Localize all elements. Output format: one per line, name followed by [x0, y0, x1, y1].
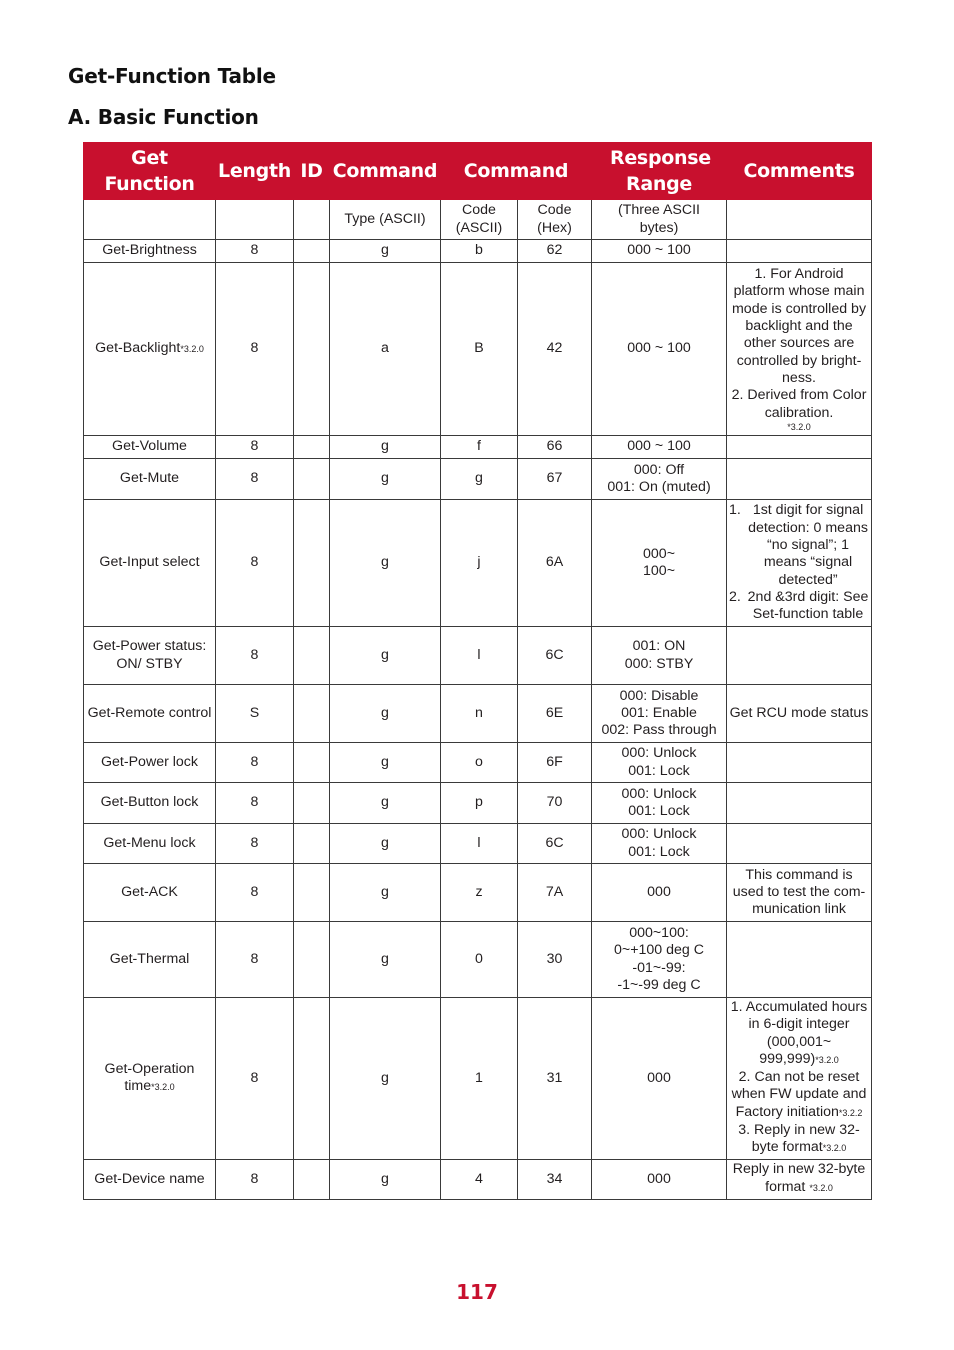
- command-type-cell-text: a: [381, 340, 389, 357]
- table-row: [84, 240, 872, 263]
- command-hex-cell-text: 34: [546, 1170, 563, 1187]
- function-name: Get-Menu lock: [103, 834, 196, 851]
- response-range-cell-text: 000: Off 001: On (muted): [607, 461, 711, 495]
- get-function-table: [83, 142, 872, 1200]
- command-code-cell: [441, 743, 518, 783]
- table-row: [84, 864, 872, 922]
- command-type-cell-text: g: [381, 794, 389, 811]
- response-range-cell-text: 000: Unlock 001: Lock: [621, 826, 697, 860]
- command-type-cell-text: g: [381, 470, 389, 487]
- command-code-cell: [441, 922, 518, 998]
- command-type-cell-text: g: [381, 242, 389, 259]
- response-range-cell: [592, 998, 727, 1160]
- id-cell: [294, 998, 330, 1160]
- function-name-cell: [84, 1159, 216, 1199]
- page-title: Get-Function Table: [68, 64, 276, 88]
- length-cell: [216, 685, 294, 743]
- table-row: [84, 500, 872, 627]
- id-cell: [294, 922, 330, 998]
- length-cell: [216, 263, 294, 436]
- command-hex-cell-text: 42: [546, 340, 563, 357]
- command-type-cell-text: g: [381, 834, 389, 851]
- comment-text: 1. Accumulated hours in 6-digit integer (000,001~ 999,999): [730, 999, 868, 1067]
- length-cell-text: 8: [250, 794, 259, 811]
- command-hex-cell: [518, 922, 592, 998]
- command-code-cell-text: n: [475, 704, 483, 721]
- table-row: [84, 743, 872, 783]
- command-type-cell-text: g: [381, 438, 389, 455]
- id-cell: [294, 864, 330, 922]
- length-cell-text: 8: [250, 242, 259, 259]
- id-cell: [294, 263, 330, 436]
- header-comments: Comments: [727, 143, 872, 200]
- id-cell: [294, 1159, 330, 1199]
- table-row: [84, 783, 872, 824]
- function-name: Get-Mute: [119, 470, 180, 487]
- command-code-cell-text: l: [477, 646, 481, 663]
- function-name-cell: [84, 998, 216, 1160]
- command-type-cell: [330, 500, 441, 627]
- command-type-cell: [330, 998, 441, 1160]
- command-type-cell: [330, 783, 441, 824]
- command-code-cell-text: B: [474, 340, 484, 357]
- comment-list-item: [729, 589, 869, 624]
- comment-text: 2nd &3rd digit: See Set-function table: [747, 588, 869, 623]
- subheader-row: [84, 200, 872, 240]
- response-range-cell-text: 000~100: 0~+100 deg C -01~-99: -1~-99 deg C: [614, 924, 704, 993]
- comment-cell: [727, 627, 872, 685]
- comment-cell: [727, 922, 872, 998]
- command-code-cell-text: z: [475, 883, 483, 900]
- id-cell: [294, 783, 330, 824]
- id-cell: [294, 500, 330, 627]
- header-get-function: Get Function: [84, 143, 216, 200]
- command-code-cell: [441, 263, 518, 436]
- length-cell: [216, 436, 294, 459]
- function-name: Get-Remote control: [87, 704, 212, 721]
- function-name-cell: [84, 922, 216, 998]
- command-code-cell-text: b: [475, 242, 483, 259]
- command-type-cell-text: g: [381, 704, 389, 721]
- command-type-cell: [330, 743, 441, 783]
- function-name-cell: [84, 459, 216, 500]
- function-name: Get-Button lock: [100, 794, 199, 811]
- table-row: [84, 685, 872, 743]
- command-hex-cell-text: 30: [546, 950, 563, 967]
- header-response-range: Response Range: [592, 143, 727, 200]
- command-hex-cell-text: 6E: [545, 704, 564, 721]
- subheader-cell: [727, 200, 872, 240]
- id-cell: [294, 240, 330, 263]
- response-range-cell-text: 000: Disable 001: Enable 002: Pass through: [601, 687, 717, 739]
- subheader-type: Type (ASCII): [330, 200, 441, 240]
- function-name: Get-Brightness: [102, 242, 197, 259]
- list-number: 2.: [729, 588, 741, 605]
- length-cell: [216, 459, 294, 500]
- comment-text: Get RCU mode status: [729, 704, 869, 721]
- command-hex-cell: [518, 743, 592, 783]
- length-cell: [216, 864, 294, 922]
- command-code-cell-text: p: [475, 794, 483, 811]
- command-hex-cell-text: 6A: [545, 554, 564, 571]
- response-range-cell-text: 000: [647, 1170, 671, 1187]
- command-code-cell-text: g: [475, 470, 483, 487]
- header-row: [84, 143, 872, 200]
- id-cell: [294, 824, 330, 864]
- comment-cell: [727, 783, 872, 824]
- function-name: Get-Thermal: [109, 950, 190, 967]
- length-cell: [216, 627, 294, 685]
- subheader-cell: [216, 200, 294, 240]
- comment-cell: [727, 743, 872, 783]
- comment-text: This command is used to test the com-munication link: [732, 866, 866, 918]
- comment-cell: [727, 263, 872, 436]
- length-cell: [216, 500, 294, 627]
- comment-cell: [727, 436, 872, 459]
- version-note: *3.2.0: [822, 1143, 847, 1154]
- command-type-cell: [330, 436, 441, 459]
- comment-cell: [727, 1159, 872, 1199]
- comment-cell: [727, 864, 872, 922]
- length-cell-text: 8: [250, 554, 259, 571]
- subheader-cell: [84, 200, 216, 240]
- id-cell: [294, 627, 330, 685]
- command-type-cell-text: g: [381, 883, 389, 900]
- response-range-cell-text: 000: Unlock 001: Lock: [621, 745, 697, 779]
- command-hex-cell-text: 70: [546, 794, 563, 811]
- response-range-cell: [592, 240, 727, 263]
- function-name-cell: [84, 864, 216, 922]
- command-hex-cell: [518, 998, 592, 1160]
- subheader-code-hex: Code (Hex): [518, 200, 592, 240]
- command-code-cell: [441, 1159, 518, 1199]
- length-cell-text: 8: [250, 1069, 259, 1086]
- response-range-cell: [592, 263, 727, 436]
- section-title: A. Basic Function: [68, 105, 259, 129]
- length-cell: [216, 922, 294, 998]
- comment-text: Reply in new 32-byte format: [732, 1161, 866, 1195]
- function-name: Get-Input select: [99, 554, 200, 571]
- command-hex-cell-text: 66: [546, 438, 563, 455]
- function-name-cell: [84, 240, 216, 263]
- comment-cell: [727, 459, 872, 500]
- table-row: [84, 1159, 872, 1199]
- function-name: Get-Device name: [94, 1170, 205, 1187]
- response-range-cell: [592, 627, 727, 685]
- function-name: Get-Operation time: [104, 1060, 195, 1094]
- command-code-cell-text: f: [477, 438, 481, 455]
- length-cell-text: 8: [250, 438, 259, 455]
- command-code-cell: [441, 685, 518, 743]
- header-length: Length: [216, 143, 294, 200]
- command-hex-cell-text: 67: [546, 470, 563, 487]
- response-range-cell: [592, 922, 727, 998]
- length-cell-text: 8: [250, 834, 259, 851]
- response-range-cell: [592, 1159, 727, 1199]
- response-range-cell: [592, 436, 727, 459]
- header-id: ID: [294, 143, 330, 200]
- version-note: *3.2.2: [838, 1107, 863, 1118]
- comment-cell: [727, 500, 872, 627]
- table-row: [84, 824, 872, 864]
- comment-line: [729, 1069, 869, 1122]
- function-name-cell: [84, 824, 216, 864]
- page-number: 117: [456, 1280, 498, 1304]
- command-hex-cell-text: 31: [546, 1069, 563, 1086]
- response-range-cell: [592, 783, 727, 824]
- command-hex-cell: [518, 864, 592, 922]
- response-range-cell-text: 000 ~ 100: [627, 438, 691, 455]
- response-range-cell-text: 000: Unlock 001: Lock: [621, 785, 697, 819]
- function-name: Get-Power status: ON/ STBY: [92, 638, 207, 672]
- command-code-cell-text: 0: [475, 950, 483, 967]
- command-type-cell: [330, 627, 441, 685]
- command-code-cell-text: 1: [475, 1069, 483, 1086]
- command-type-cell: [330, 922, 441, 998]
- function-name: Get-Backlight: [95, 339, 181, 356]
- function-name-cell: [84, 627, 216, 685]
- command-code-cell-text: 4: [475, 1170, 483, 1187]
- table-row: [84, 436, 872, 459]
- command-type-cell: [330, 240, 441, 263]
- command-code-cell: [441, 500, 518, 627]
- list-number: 1.: [729, 502, 741, 519]
- response-range-cell: [592, 824, 727, 864]
- length-cell-text: S: [249, 704, 260, 721]
- response-range-cell-text: 001: ON 000: STBY: [624, 638, 694, 672]
- table-row: [84, 998, 872, 1160]
- length-cell: [216, 783, 294, 824]
- command-type-cell-text: g: [381, 554, 389, 571]
- command-code-cell-text: l: [477, 834, 481, 851]
- command-hex-cell-text: 62: [546, 242, 563, 259]
- function-name-cell: [84, 500, 216, 627]
- function-name-cell: [84, 436, 216, 459]
- command-type-cell: [330, 459, 441, 500]
- command-type-cell-text: g: [381, 646, 389, 663]
- length-cell-text: 8: [250, 340, 259, 357]
- length-cell-text: 8: [250, 950, 259, 967]
- comment-list-item: [729, 502, 869, 588]
- command-hex-cell: [518, 240, 592, 263]
- command-type-cell: [330, 263, 441, 436]
- command-type-cell-text: g: [381, 753, 389, 770]
- comment-cell: [727, 824, 872, 864]
- response-range-cell-text: 000: [647, 883, 671, 900]
- command-code-cell: [441, 459, 518, 500]
- function-name-cell: [84, 743, 216, 783]
- command-hex-cell: [518, 500, 592, 627]
- id-cell: [294, 436, 330, 459]
- table-row: [84, 922, 872, 998]
- comment-line: [729, 999, 869, 1069]
- command-code-cell: [441, 783, 518, 824]
- command-code-cell: [441, 998, 518, 1160]
- command-code-cell: [441, 240, 518, 263]
- table-row: [84, 627, 872, 685]
- version-note: *3.2.0: [180, 343, 204, 354]
- command-type-cell: [330, 685, 441, 743]
- length-cell-text: 8: [250, 883, 259, 900]
- command-code-cell: [441, 864, 518, 922]
- length-cell: [216, 1159, 294, 1199]
- command-hex-cell: [518, 436, 592, 459]
- command-hex-cell: [518, 627, 592, 685]
- command-code-cell: [441, 627, 518, 685]
- length-cell-text: 8: [250, 1170, 259, 1187]
- function-name-cell: [84, 263, 216, 436]
- response-range-cell: [592, 685, 727, 743]
- command-code-cell: [441, 824, 518, 864]
- header-command-type: Command: [330, 143, 441, 200]
- comment-text: 1st digit for signal detection: 0 means “no signal”; 1 means “signal detected”: [748, 502, 868, 588]
- subheader-code-ascii: Code (ASCII): [441, 200, 518, 240]
- command-hex-cell: [518, 685, 592, 743]
- id-cell: [294, 685, 330, 743]
- response-range-cell: [592, 500, 727, 627]
- response-range-cell-text: 000~ 100~: [643, 545, 675, 579]
- comment-cell: [727, 998, 872, 1160]
- length-cell: [216, 743, 294, 783]
- comment-text: 1. For Android platform whose main mode is controlled by backlight and the other sources are controlled by bright-ness. 2. Derived from Color calibration.: [731, 266, 867, 421]
- table-row: [84, 263, 872, 436]
- command-hex-cell: [518, 783, 592, 824]
- version-note: *3.2.0: [151, 1081, 175, 1092]
- command-type-cell: [330, 1159, 441, 1199]
- command-type-cell: [330, 824, 441, 864]
- length-cell: [216, 998, 294, 1160]
- command-hex-cell: [518, 1159, 592, 1199]
- version-note: *3.2.0: [815, 1054, 839, 1065]
- header-command-code: Command: [441, 143, 592, 200]
- response-range-cell-text: 000: [647, 1069, 671, 1086]
- command-code-cell-text: j: [477, 554, 481, 571]
- comment-text: 2. Can not be reset when FW update and Factory initiation: [731, 1069, 867, 1120]
- command-hex-cell: [518, 824, 592, 864]
- response-range-cell: [592, 864, 727, 922]
- command-hex-cell-text: 6F: [546, 753, 563, 770]
- table-row: [84, 459, 872, 500]
- comment-cell: [727, 240, 872, 263]
- function-name: Get-Volume: [112, 438, 187, 455]
- function-name: Get-Power lock: [101, 753, 198, 770]
- function-name-cell: [84, 783, 216, 824]
- id-cell: [294, 743, 330, 783]
- response-range-cell-text: 000 ~ 100: [627, 340, 691, 357]
- command-hex-cell: [518, 459, 592, 500]
- length-cell: [216, 824, 294, 864]
- comment-cell: [727, 685, 872, 743]
- response-range-cell: [592, 459, 727, 500]
- subheader-cell: [294, 200, 330, 240]
- length-cell-text: 8: [250, 470, 259, 487]
- command-hex-cell-text: 6C: [545, 646, 564, 663]
- response-range-cell: [592, 743, 727, 783]
- length-cell-text: 8: [250, 753, 259, 770]
- function-name-cell: [84, 685, 216, 743]
- command-type-cell-text: g: [381, 1170, 389, 1187]
- comment-line: [729, 1161, 869, 1197]
- response-range-cell-text: 000 ~ 100: [627, 242, 691, 259]
- function-name: Get-ACK: [121, 883, 178, 900]
- command-hex-cell: [518, 263, 592, 436]
- length-cell-text: 8: [250, 646, 259, 663]
- length-cell: [216, 240, 294, 263]
- command-code-cell: [441, 436, 518, 459]
- id-cell: [294, 459, 330, 500]
- comment-line: [729, 1122, 869, 1158]
- subheader-range: (Three ASCII bytes): [592, 200, 727, 240]
- command-type-cell: [330, 864, 441, 922]
- command-hex-cell-text: 6C: [545, 834, 564, 851]
- command-type-cell-text: g: [381, 1069, 389, 1086]
- comment-text: 3. Reply in new 32-byte format: [738, 1122, 860, 1156]
- command-hex-cell-text: 7A: [545, 883, 564, 900]
- command-code-cell-text: o: [475, 753, 483, 770]
- version-note: *3.2.0: [787, 421, 811, 432]
- version-note: *3.2.0: [809, 1182, 833, 1193]
- command-type-cell-text: g: [381, 950, 389, 967]
